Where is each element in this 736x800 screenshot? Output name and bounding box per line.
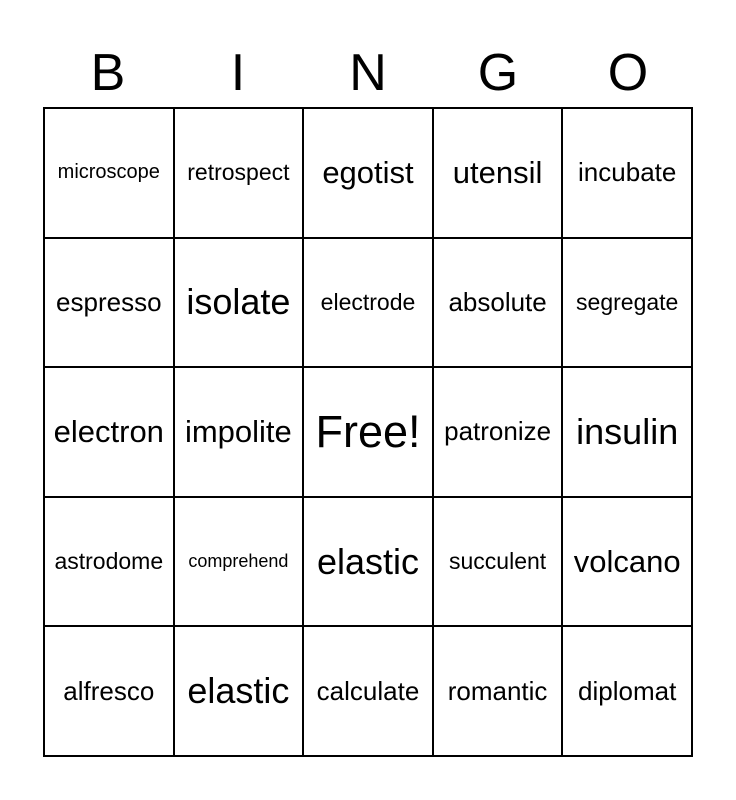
bingo-cell[interactable]: electron [44, 367, 174, 497]
bingo-cell[interactable]: utensil [433, 108, 563, 238]
bingo-board [43, 107, 693, 757]
bingo-cell[interactable]: volcano [562, 497, 692, 627]
bingo-cell[interactable]: elastic [303, 497, 433, 627]
bingo-cell[interactable]: elastic [174, 626, 304, 756]
bingo-cell[interactable]: segregate [562, 238, 692, 368]
bingo-cell[interactable]: astrodome [44, 497, 174, 627]
bingo-cell[interactable]: succulent [433, 497, 563, 627]
header-letter-i: I [230, 44, 246, 102]
header-letter-g: G [477, 44, 519, 102]
header-letter-n: N [349, 44, 387, 102]
bingo-cell[interactable]: absolute [433, 238, 563, 368]
bingo-cell[interactable]: electrode [303, 238, 433, 368]
bingo-cell[interactable]: incubate [562, 108, 692, 238]
bingo-cell[interactable]: romantic [433, 626, 563, 756]
bingo-header [43, 40, 693, 106]
free-space-cell[interactable]: Free! [303, 367, 433, 497]
bingo-cell[interactable]: microscope [44, 108, 174, 238]
bingo-cell[interactable]: retrospect [174, 108, 304, 238]
bingo-cell[interactable]: calculate [303, 626, 433, 756]
bingo-cell[interactable]: comprehend [174, 497, 304, 627]
bingo-cell[interactable]: impolite [174, 367, 304, 497]
header-letter-b: B [90, 44, 126, 102]
bingo-cell[interactable]: patronize [433, 367, 563, 497]
bingo-cell[interactable]: alfresco [44, 626, 174, 756]
header-letter-o: O [607, 44, 649, 102]
bingo-cell[interactable]: espresso [44, 238, 174, 368]
bingo-cell[interactable]: diplomat [562, 626, 692, 756]
bingo-cell[interactable]: insulin [562, 367, 692, 497]
bingo-cell[interactable]: egotist [303, 108, 433, 238]
bingo-cell[interactable]: isolate [174, 238, 304, 368]
